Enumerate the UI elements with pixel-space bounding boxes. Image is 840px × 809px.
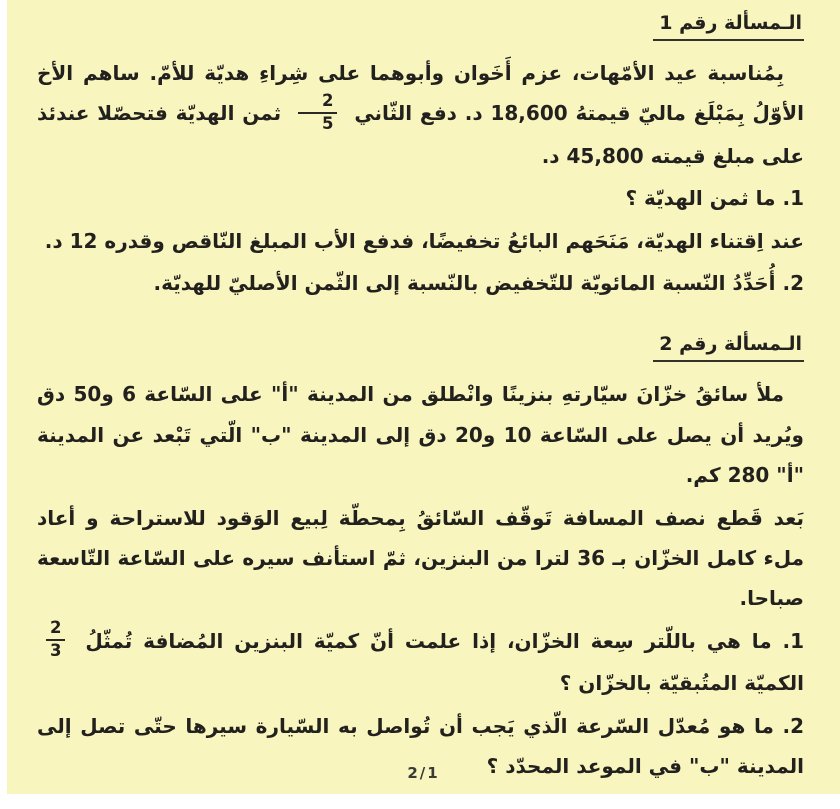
fraction-two-thirds <box>46 619 65 661</box>
problem2-question1-text-before: 1. ما هي باللّتر سِعة الخزّان، إذا علمت أنّ كميّة البنزين المُضافة تُمثّلُ <box>85 628 804 653</box>
problem2-title: الـمسألة رقم 2 <box>653 333 804 362</box>
fraction-numerator: 2 <box>298 92 337 114</box>
problem1-question1: 1. ما ثمن الهديّة ؟ <box>625 186 804 211</box>
problem1-intro-text-after: ثمن الهديّة فتحصّلا عندئذ على مبلغ قيمته 45,800 د. <box>37 101 804 168</box>
problem1-intro-paragraph <box>37 53 804 176</box>
scanned-worksheet-page <box>7 0 840 794</box>
problem1-question2: 2. أُحَدِّدُ النّسبة المائويّة للتّخفيض بالنّسبة إلى الثّمن الأصليّ للهديّة. <box>153 271 804 296</box>
worksheet-content <box>7 0 840 786</box>
fraction-denominator: 5 <box>322 113 334 133</box>
problem1-intro-text-before: بِمُناسبة عيد الأمّهات، عزم أَخَوان وأبوهما على شِراءِ هديّة للأمّ. ساهم الأخ الأوّلُ بِمَبْلَغ ماليّ قيمتهُ 18,600 د. دفع الثّاني <box>37 61 804 126</box>
fraction-two-fifths <box>298 92 337 134</box>
problem2-question2: 2. ما هو مُعدّل السّرعة الّذي يَجب أن تُواصل به السّيارة سيرها حتّى تصل إلى المدينة "ب" في الموعد المحدّد ؟ <box>37 713 804 779</box>
problem2-question1 <box>37 618 804 704</box>
problem2-paragraph2: بَعد قَطع نصف المسافة تَوقّف السّائقُ بِمحطّة لِبيع الوَقود للاستراحة و أعاد ملء كامل الخزّان بـ 36 لترا من البنزين، ثمّ استأنف سيره على السّاعة التّاسعة صباحا. <box>37 505 804 611</box>
fraction-numerator: 2 <box>46 619 65 641</box>
page-number: 2/1 <box>407 764 440 782</box>
problem2-title-row <box>37 333 804 362</box>
problem2-question1-text-after: الكميّة المتُبقيّة بالخزّان ؟ <box>559 671 804 696</box>
problem2-paragraph1: ملأ سائقُ خزّانَ سيّارتهِ بنزينًا وانْطلق من المدينة "أ" على السّاعة 6 و50 دق ويُريد أن يصل على السّاعة 10 و20 دق إلى المدينة "ب" الّتي تَبْعد عن المدينة "أ" 280 كم. <box>37 382 804 488</box>
problem1-note: عند اِقتناء الهديّة، مَنَحَهم البائعُ تخفيضًا، فدفع الأب المبلغ النّاقص وقدره 12 د. <box>44 228 804 253</box>
problem1-title-row <box>37 12 804 41</box>
fraction-denominator: 3 <box>50 641 62 661</box>
problem1-title: الـمسألة رقم 1 <box>653 12 804 41</box>
